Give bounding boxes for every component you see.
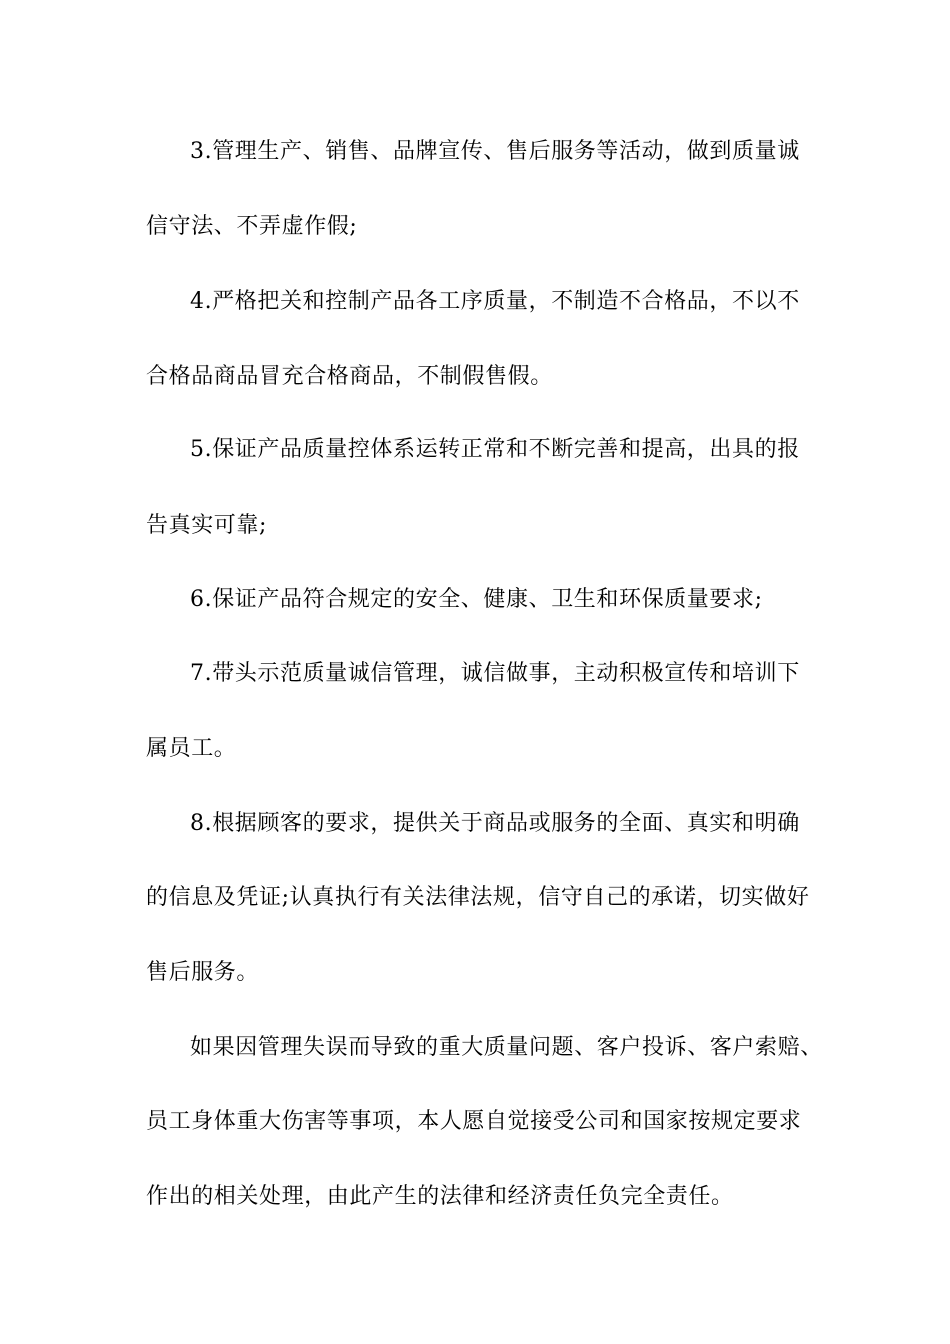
- text-line: 员工身体重大伤害等事项，本人愿自觉接受公司和国家按规定要求: [146, 1109, 802, 1134]
- text-line: 3.管理生产、销售、品牌宣传、售后服务等活动，做到质量诚: [190, 139, 800, 164]
- text-line: 如果因管理失误而导致的重大质量问题、客户投诉、客户索赔、: [190, 1035, 823, 1060]
- text-line: 5.保证产品质量控体系运转正常和不断完善和提高，出具的报: [190, 437, 800, 462]
- text-line: 信守法、不弄虚作假;: [146, 214, 358, 239]
- text-line: 售后服务。: [146, 960, 260, 985]
- text-line: 7.带头示范质量诚信管理，诚信做事，主动积极宣传和培训下: [190, 661, 800, 686]
- text-line: 作出的相关处理，由此产生的法律和经济责任负完全责任。: [146, 1184, 734, 1209]
- text-line: 属员工。: [146, 736, 237, 761]
- text-line: 6.保证产品符合规定的安全、健康、卫生和环保质量要求;: [190, 587, 763, 612]
- text-line: 告真实可靠;: [146, 513, 268, 538]
- text-line: 8.根据顾客的要求，提供关于商品或服务的全面、真实和明确: [190, 811, 800, 836]
- text-line: 合格品商品冒充合格商品，不制假售假。: [146, 364, 553, 389]
- text-line: 4.严格把关和控制产品各工序质量，不制造不合格品，不以不: [190, 289, 800, 314]
- text-line: 的信息及凭证;认真执行有关法律法规，信守自己的承诺，切实做好: [146, 885, 810, 910]
